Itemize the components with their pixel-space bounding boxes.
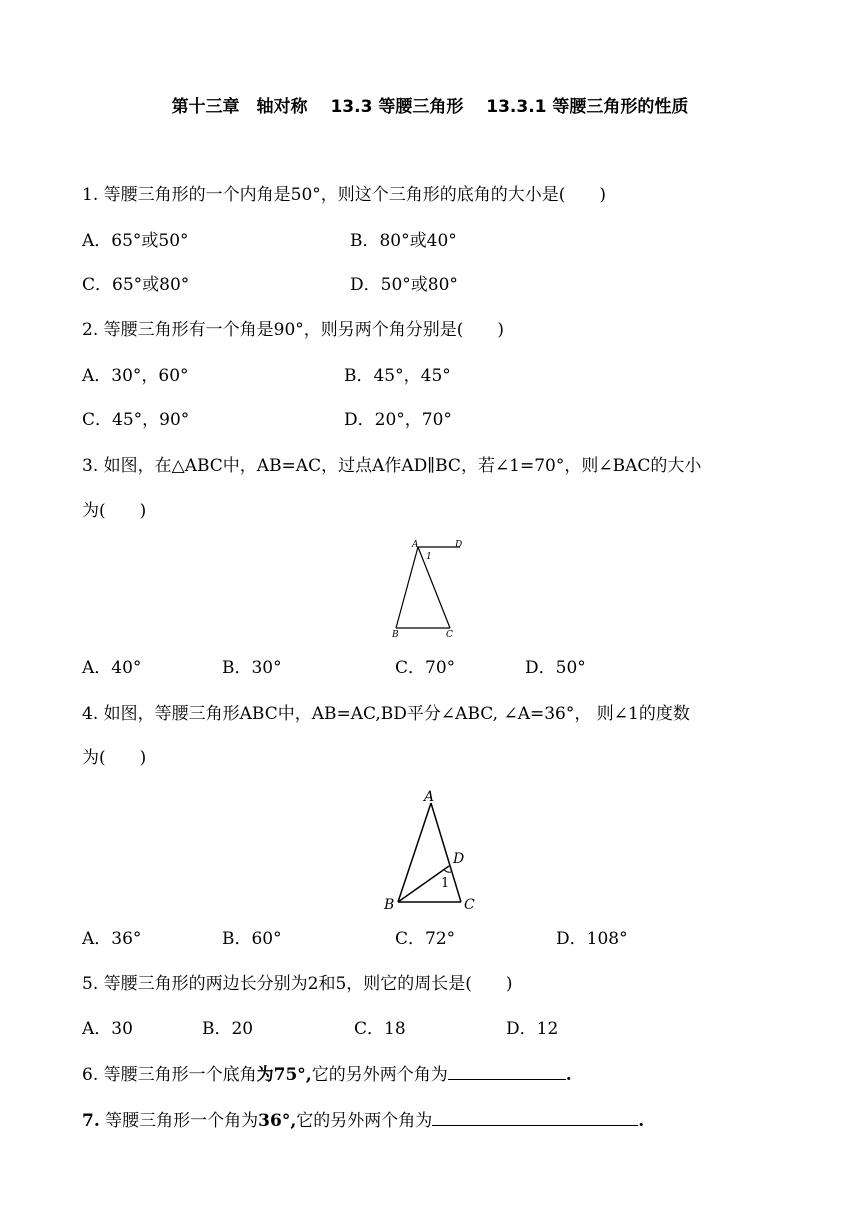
q4-label-d: D xyxy=(453,851,465,867)
q4-option-c: C．72° xyxy=(395,929,456,949)
q6-bold-part: 为75°, xyxy=(256,1065,312,1085)
q7-end: . xyxy=(638,1111,645,1131)
q5-option-d: D．12 xyxy=(506,1019,559,1039)
question-1-stem: 1. 等腰三角形的一个内角是50°，则这个三角形的底角的大小是( ) xyxy=(82,185,607,205)
q3-label-b: B xyxy=(392,630,399,640)
q7-suffix: 它的另外两个角为 xyxy=(296,1111,433,1131)
question-5-stem: 5. 等腰三角形的两边长分别为2和5，则它的周长是( ) xyxy=(82,974,513,994)
q7-number: 7. xyxy=(82,1111,100,1131)
q2-option-d: D．20°，70° xyxy=(344,410,452,430)
q1-option-a: A．65°或50° xyxy=(82,231,189,251)
q2-option-c: C．45°，90° xyxy=(82,410,190,430)
q7-answer-blank[interactable] xyxy=(432,1108,638,1126)
question-6-stem xyxy=(82,1062,572,1087)
q7-bold-part: 36°, xyxy=(258,1111,297,1131)
q5-option-a: A．30 xyxy=(82,1019,133,1039)
question-7-stem xyxy=(82,1108,644,1133)
q3-segment-ac xyxy=(418,547,450,628)
q4-option-a: A．36° xyxy=(82,929,142,949)
q4-label-angle-1: 1 xyxy=(441,876,450,891)
q4-option-b: B．60° xyxy=(222,929,282,949)
q1-option-c: C．65°或80° xyxy=(82,275,190,295)
question-3-stem-line-2: 为( ) xyxy=(82,501,147,521)
page-title: 第十三章 轴对称 13.3 等腰三角形 13.3.1 等腰三角形的性质 xyxy=(171,97,689,117)
q7-prefix: 等腰三角形一个角为 xyxy=(99,1111,259,1131)
q3-option-a: A．40° xyxy=(82,658,142,678)
q3-segment-ab xyxy=(396,547,418,628)
q1-option-d: D．50°或80° xyxy=(350,275,458,295)
q4-triangle-figure xyxy=(378,785,488,915)
question-4-stem-line-2: 为( ) xyxy=(82,748,147,768)
question-4-stem-line-1: 4. 如图，等腰三角形ABC中，AB=AC,BD平分∠ABC, ∠A=36°， 则∠1的度数 xyxy=(82,704,690,724)
q1-option-b: B．80°或40° xyxy=(350,231,457,251)
q6-suffix: 它的另外两个角为 xyxy=(311,1065,448,1085)
question-3-stem-line-1: 3. 如图，在△ABC中，AB=AC，过点A作AD∥BC，若∠1=70°，则∠BAC的大小 xyxy=(82,456,702,476)
q3-triangle-figure xyxy=(380,535,480,643)
q4-segment-ab xyxy=(398,803,431,902)
q2-option-a: A．30°，60° xyxy=(82,366,189,386)
q4-label-a: A xyxy=(424,789,435,805)
q2-option-b: B．45°，45° xyxy=(344,366,451,386)
question-2-stem: 2. 等腰三角形有一个角是90°，则另两个角分别是( ) xyxy=(82,320,505,340)
q3-label-d: D xyxy=(455,540,463,550)
q5-option-c: C．18 xyxy=(354,1019,406,1039)
q6-end: . xyxy=(565,1065,572,1085)
q6-prefix: 6. 等腰三角形一个底角 xyxy=(82,1065,257,1085)
q4-option-d: D．108° xyxy=(556,929,628,949)
q4-label-b: B xyxy=(384,897,395,913)
q3-label-a: A xyxy=(412,540,419,550)
q3-option-b: B．30° xyxy=(222,658,282,678)
q3-label-c: C xyxy=(446,630,453,640)
q3-label-angle-1: 1 xyxy=(426,552,432,562)
q6-answer-blank[interactable] xyxy=(448,1062,566,1080)
q5-option-b: B．20 xyxy=(202,1019,254,1039)
q4-label-c: C xyxy=(464,897,475,913)
q3-option-d: D．50° xyxy=(525,658,586,678)
q3-option-c: C．70° xyxy=(395,658,456,678)
